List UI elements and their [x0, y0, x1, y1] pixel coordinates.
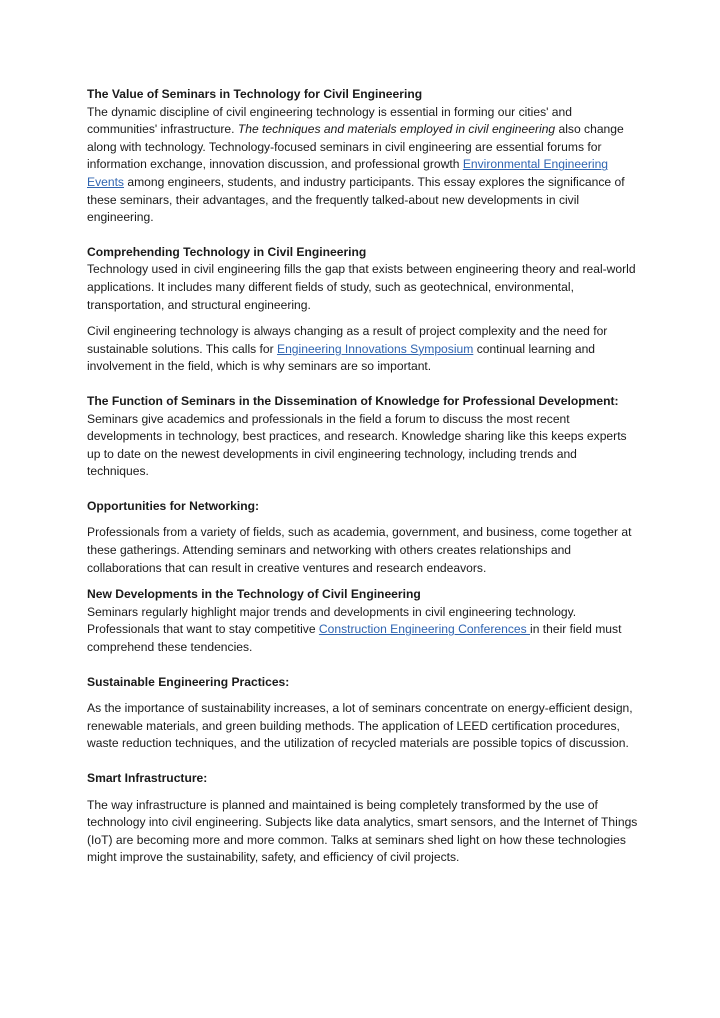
paragraph-networking: Professionals from a variety of fields, such as academia, government, and business, come together at these gatherings. Attending seminars and networking with others creates relationships and collaborations that can result in creative ventures and research endeavors. — [87, 525, 632, 575]
paragraph-text: continual learning and involvement in the field, which is why seminars are so important. — [87, 341, 596, 374]
section-heading-sustainable-practices: Sustainable Engineering Practices: — [87, 674, 290, 689]
section-heading-smart-infrastructure: Smart Infrastructure: — [87, 771, 208, 785]
paragraph-knowledge-sharing: Seminars give academics and professionals in the field a forum to discuss the most recent developments in technology, best practices, and research. Knowledge sharing like this keeps experts up to date on the newest developments in civil engineering technology, including trends and techniques. — [87, 411, 627, 479]
section-heading-function-of-seminars: The Function of Seminars in the Dissemination of Knowledge for Professional Development: — [87, 393, 619, 408]
paragraph-technology-definition: Technology used in civil engineering fills the gap that exists between engineering theory and real-world applications. It includes many different fields of study, such as geotechnical, environmental, transportation, and structural engineering. — [87, 262, 636, 312]
engineering-innovations-symposium-link[interactable]: Engineering Innovations Symposium — [277, 341, 474, 356]
paragraph-intro — [87, 104, 639, 227]
paragraph-text: Civil engineering technology is always changing as a result of project complexity and the need for sustainable solutions. This calls for — [87, 324, 608, 356]
section-heading-networking: Opportunities for Networking: — [87, 498, 259, 513]
section-heading-new-developments: New Developments in the Technology of Civil Engineering — [87, 587, 421, 602]
paragraph-sustainable-practices: As the importance of sustainability increases, a lot of seminars concentrate on energy-efficient design, renewable materials, and green building methods. The application of LEED certification procedures, waste reduction techniques, and the utilization of recycled materials are possible topics of discussion. — [87, 701, 633, 751]
paragraph-text: in their field must comprehend these tendencies. — [87, 622, 622, 655]
construction-engineering-conferences-link[interactable]: Construction Engineering Conferences — [318, 622, 531, 637]
environmental-engineering-events-link[interactable]: Environmental Engineering Events — [87, 157, 609, 189]
paragraph-text: Seminars regularly highlight major trends and developments in civil engineering technology. Professionals that want to stay competitive — [87, 604, 577, 637]
paragraph-text: among engineers, students, and industry participants. This essay explores the significance of these seminars, their advantages, and the frequently talked-about new developments in civil engineering. — [87, 174, 625, 225]
emphasis-text: The techniques and materials employed in civil engineering — [237, 122, 556, 137]
document-body — [87, 86, 639, 867]
paragraph-technology-changing — [87, 323, 639, 376]
paragraph-smart-infrastructure: The way infrastructure is planned and maintained is being completely transformed by the use of technology into civil engineering. Subjects like data analytics, smart sensors, and the Internet of Things (IoT) are becoming more and more common. Talks at seminars shed light on how these technologies might improve the sustainability, safety, and efficiency of civil projects. — [87, 797, 638, 865]
section-heading-value-of-seminars: The Value of Seminars in Technology for Civil Engineering — [87, 87, 423, 101]
paragraph-text: also change along with technology. Technology-focused seminars in civil engineering are essential forums for information exchange, innovation discussion, and professional growth — [87, 122, 624, 172]
paragraph-text: The dynamic discipline of civil engineering technology is essential in forming our cities' and communities' infrastructure. — [87, 104, 572, 137]
paragraph-new-developments — [87, 604, 639, 657]
section-heading-comprehending-technology: Comprehending Technology in Civil Engineering — [87, 244, 367, 259]
